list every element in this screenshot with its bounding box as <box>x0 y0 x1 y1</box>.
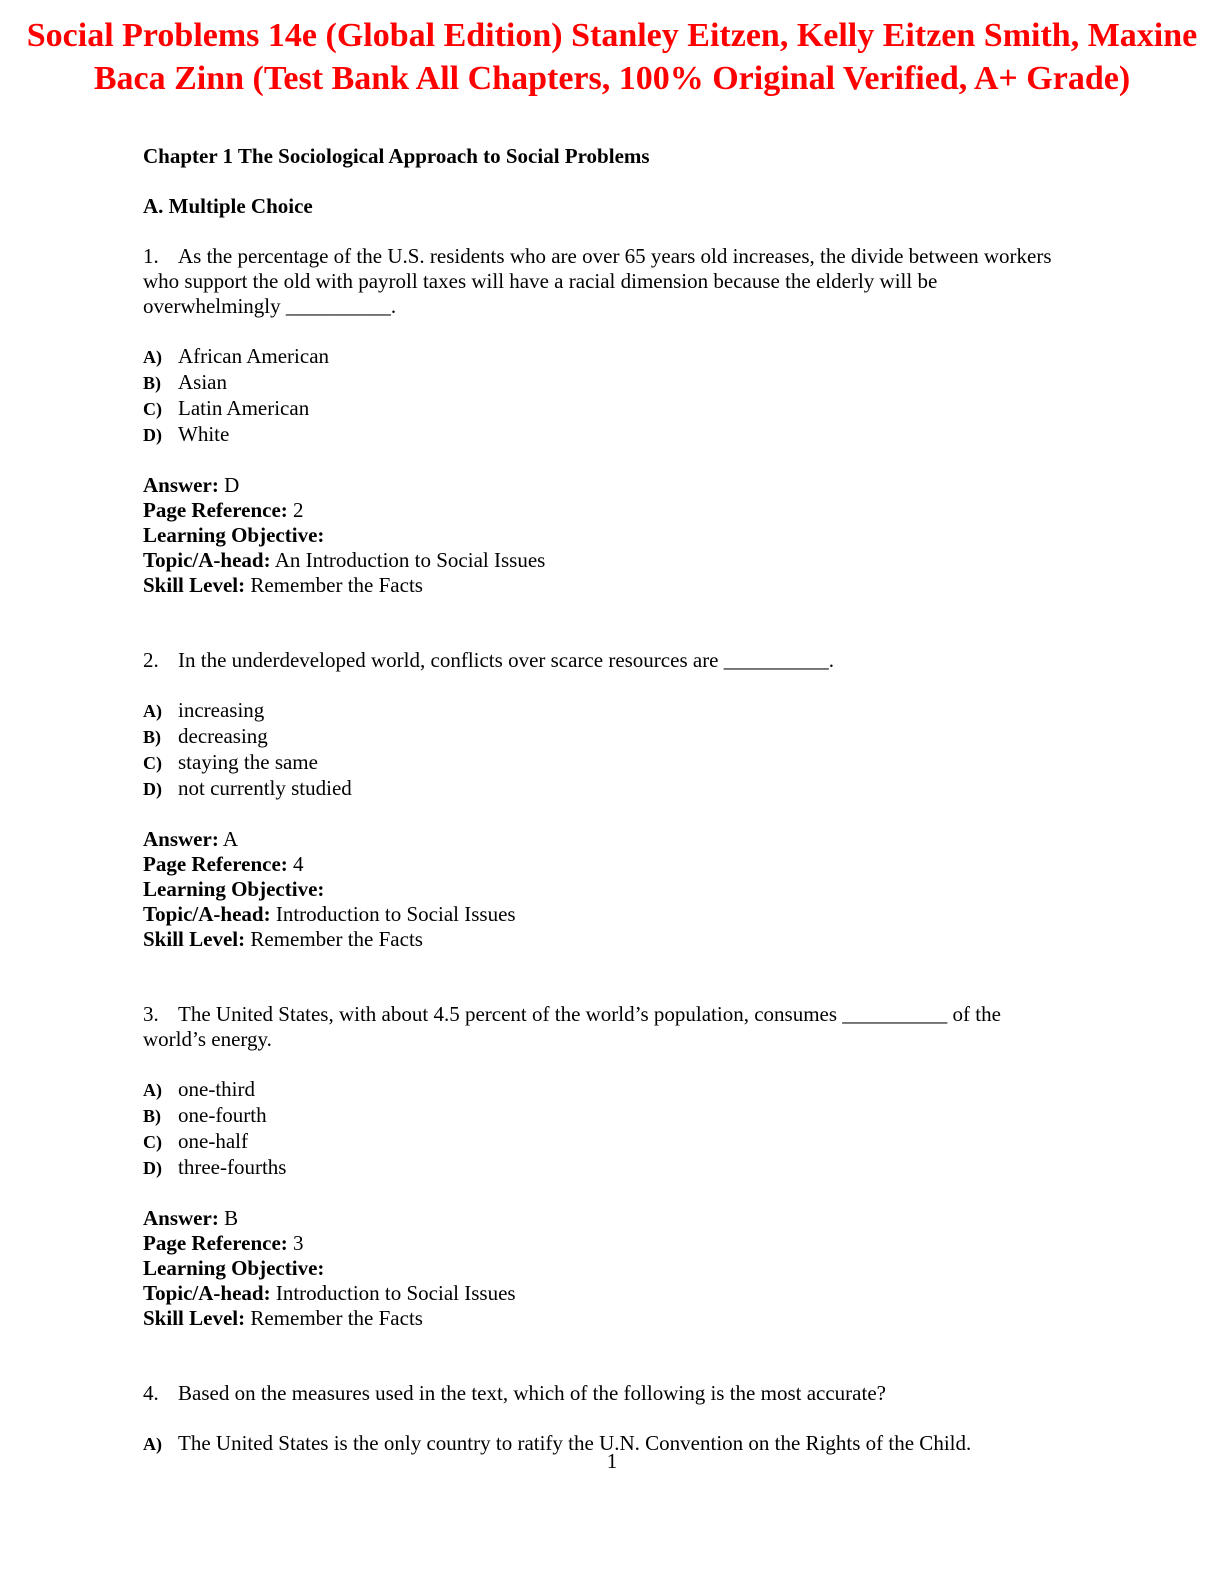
question-stem <box>143 648 1063 673</box>
option-text: Asian <box>178 370 227 394</box>
topic-label: Topic/A-head: <box>143 1281 271 1305</box>
option-c <box>143 750 1063 776</box>
topic-row <box>143 1281 1063 1306</box>
skill-level-row <box>143 927 1063 952</box>
learning-objective-row <box>143 877 1063 902</box>
section-heading: A. Multiple Choice <box>143 194 313 218</box>
option-letter: D) <box>143 425 162 445</box>
skill-level-value: Remember the Facts <box>250 573 423 597</box>
option-text: White <box>178 422 230 446</box>
option-letter: B) <box>143 373 161 393</box>
answer-metadata <box>143 1206 1063 1331</box>
topic-value: An Introduction to Social Issues <box>274 548 546 572</box>
page-reference-label: Page Reference: <box>143 1231 288 1255</box>
answer-options <box>143 344 1063 448</box>
option-a <box>143 344 1063 370</box>
question-text: Based on the measures used in the text, which of the following is the most accurate? <box>178 1381 886 1405</box>
question-text: In the underdeveloped world, conflicts over scarce resources are __________. <box>178 648 835 672</box>
question-2 <box>143 648 1063 952</box>
topic-row <box>143 548 1063 573</box>
skill-level-label: Skill Level: <box>143 927 246 951</box>
option-b <box>143 1103 1063 1129</box>
option-text: African American <box>178 344 330 368</box>
learning-objective-row <box>143 1256 1063 1281</box>
skill-level-value: Remember the Facts <box>250 1306 423 1330</box>
question-stem <box>143 1381 1063 1406</box>
question-4 <box>143 1381 1063 1457</box>
answer-row <box>143 473 1063 498</box>
option-letter: C) <box>143 1132 162 1152</box>
option-letter: C) <box>143 399 162 419</box>
page-reference-row <box>143 852 1063 877</box>
question-text: The United States, with about 4.5 percent of the world’s population, consumes __________ of the world’s energy. <box>143 1002 1001 1051</box>
page-reference-row <box>143 1231 1063 1256</box>
option-b <box>143 724 1063 750</box>
option-letter: B) <box>143 1106 161 1126</box>
option-b <box>143 370 1063 396</box>
question-3 <box>143 1002 1063 1331</box>
answer-options <box>143 1077 1063 1181</box>
option-letter: C) <box>143 753 162 773</box>
learning-objective-label: Learning Objective: <box>143 523 325 547</box>
option-c <box>143 396 1063 422</box>
answer-value: A <box>222 827 239 851</box>
option-letter: D) <box>143 1158 162 1178</box>
chapter-heading: Chapter 1 The Sociological Approach to Social Problems <box>143 144 650 168</box>
option-d <box>143 1155 1063 1181</box>
option-letter: D) <box>143 779 162 799</box>
skill-level-row <box>143 573 1063 598</box>
document-title: Social Problems 14e (Global Edition) Stanley Eitzen, Kelly Eitzen Smith, Maxine Baca Zinn (Test Bank All Chapters, 100% Original Verified, A+ Grade) <box>26 17 1198 97</box>
question-text: As the percentage of the U.S. residents who are over 65 years old increases, the divide between workers who support the old with payroll taxes will have a racial dimension because the elderly will be overwhelmingly __________. <box>143 244 1052 318</box>
question-1 <box>143 244 1063 598</box>
page-body <box>143 144 1063 1482</box>
page-reference-row <box>143 498 1063 523</box>
learning-objective-label: Learning Objective: <box>143 877 325 901</box>
option-d <box>143 422 1063 448</box>
answer-metadata <box>143 473 1063 598</box>
option-a <box>143 1077 1063 1103</box>
question-stem <box>143 244 1063 319</box>
page-reference-value: 4 <box>293 852 304 876</box>
page-reference-value: 2 <box>293 498 304 522</box>
question-number: 1. <box>143 244 159 268</box>
option-letter: A) <box>143 347 162 367</box>
answer-metadata <box>143 827 1063 952</box>
option-text: staying the same <box>178 750 318 774</box>
option-text: The United States is the only country to ratify the U.N. Convention on the Rights of the Child. <box>178 1431 972 1455</box>
spacer <box>143 952 1063 1002</box>
topic-row <box>143 902 1063 927</box>
page-reference-label: Page Reference: <box>143 498 288 522</box>
answer-value: D <box>224 473 240 497</box>
page-reference-value: 3 <box>293 1231 304 1255</box>
option-text: three-fourths <box>178 1155 287 1179</box>
option-text: Latin American <box>178 396 310 420</box>
skill-level-value: Remember the Facts <box>250 927 423 951</box>
option-letter: B) <box>143 727 161 747</box>
learning-objective-row <box>143 523 1063 548</box>
topic-value: Introduction to Social Issues <box>275 1281 516 1305</box>
learning-objective-label: Learning Objective: <box>143 1256 325 1280</box>
option-d <box>143 776 1063 802</box>
option-letter: A) <box>143 701 162 721</box>
topic-value: Introduction to Social Issues <box>275 902 516 926</box>
answer-label: Answer: <box>143 1206 219 1230</box>
question-number: 2. <box>143 648 159 672</box>
answer-row <box>143 1206 1063 1231</box>
option-text: not currently studied <box>178 776 352 800</box>
skill-level-label: Skill Level: <box>143 1306 246 1330</box>
option-text: increasing <box>178 698 265 722</box>
spacer <box>143 598 1063 648</box>
answer-value: B <box>224 1206 239 1230</box>
skill-level-label: Skill Level: <box>143 573 246 597</box>
answer-row <box>143 827 1063 852</box>
option-text: one-fourth <box>178 1103 267 1127</box>
option-a <box>143 698 1063 724</box>
skill-level-row <box>143 1306 1063 1331</box>
option-text: decreasing <box>178 724 268 748</box>
option-letter: A) <box>143 1080 162 1100</box>
question-number: 4. <box>143 1381 159 1405</box>
answer-label: Answer: <box>143 473 219 497</box>
topic-label: Topic/A-head: <box>143 548 271 572</box>
question-stem <box>143 1002 1063 1052</box>
answer-options <box>143 698 1063 802</box>
topic-label: Topic/A-head: <box>143 902 271 926</box>
option-text: one-half <box>178 1129 248 1153</box>
option-letter: A) <box>143 1434 162 1454</box>
option-c <box>143 1129 1063 1155</box>
question-number: 3. <box>143 1002 159 1026</box>
spacer <box>143 1331 1063 1381</box>
page-number: 1 <box>606 1449 618 1473</box>
option-text: one-third <box>178 1077 255 1101</box>
page-reference-label: Page Reference: <box>143 852 288 876</box>
answer-label: Answer: <box>143 827 219 851</box>
